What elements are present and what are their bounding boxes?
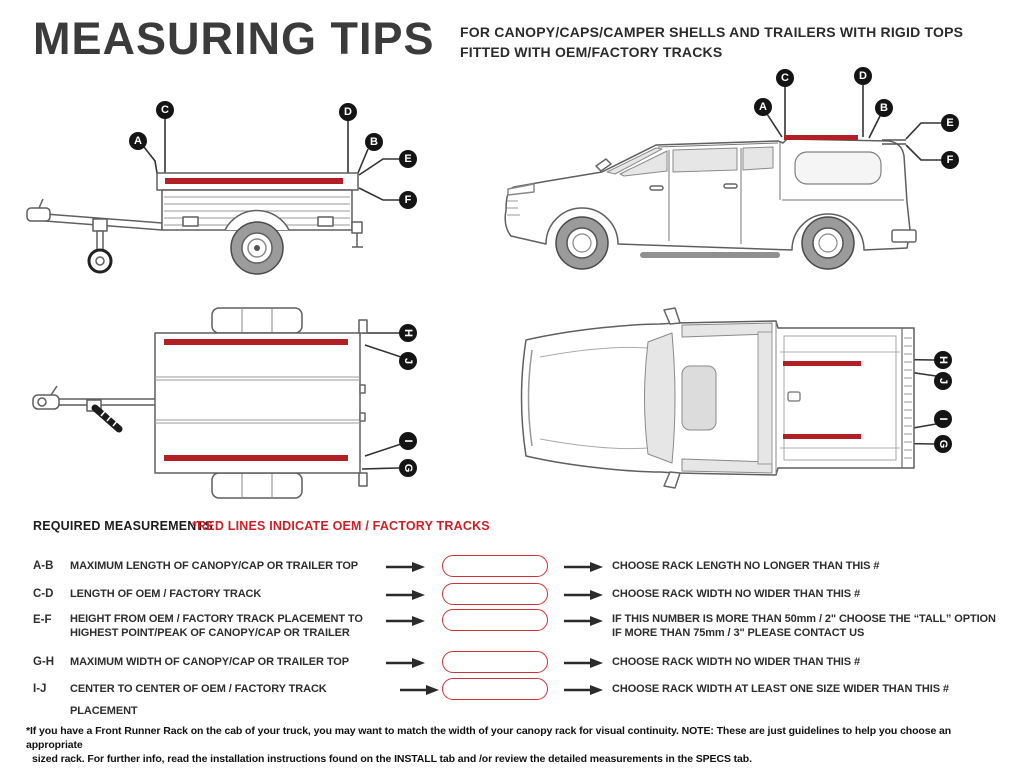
measurement-value-field[interactable] [442,583,548,605]
measurement-guideline-line1: IF THIS NUMBER IS MORE THAN 50mm / 2" CHOOSE THE “TALL” OPTION [612,613,996,625]
arrow-right-icon [386,588,426,606]
measurement-description: LENGTH OF OEM / FACTORY TRACK [70,588,262,600]
arrow-right-icon [386,560,426,578]
measurement-guideline [612,609,1017,640]
measurement-guideline: CHOOSE RACK WIDTH AT LEAST ONE SIZE WIDER THAN THIS # [612,683,949,695]
measurement-guideline: CHOOSE RACK LENGTH NO LONGER THAN THIS # [612,560,880,572]
arrow-right-icon [564,614,604,632]
callout-i-icon: I [934,410,952,428]
callout-b-icon: B [365,133,383,151]
callout-h-icon: H [934,351,952,369]
page-title: MEASURING TIPS [33,13,435,64]
callout-f-icon: F [941,151,959,169]
measurement-guideline: CHOOSE RACK WIDTH NO WIDER THAN THIS # [612,656,860,668]
callout-j-icon: J [934,372,952,390]
callout-a-icon: A [129,132,147,150]
red-lines-note: *RED LINES INDICATE OEM / FACTORY TRACKS [192,519,490,533]
measurement-value-field[interactable] [442,651,548,673]
measurement-description: CENTER TO CENTER OF OEM / FACTORY TRACK PLACEMENT [70,683,327,717]
measurement-code: I-J [33,683,47,695]
measurement-description-line2: HIGHEST POINT/PEAK OF CANOPY/CAP OR TRAILER [70,626,350,639]
oem-track-red-line [784,135,858,140]
callout-c-icon: C [156,101,174,119]
callout-f-icon: F [399,191,417,209]
measurement-code: C-D [33,588,54,600]
callout-d-icon: D [339,103,357,121]
oem-track-red-line [165,178,343,184]
measurement-guideline: CHOOSE RACK WIDTH NO WIDER THAN THIS # [612,588,860,600]
arrow-right-icon [386,614,426,632]
oem-track-red-line [783,434,861,439]
required-measurements-label: REQUIRED MEASUREMENTS [33,519,213,533]
callout-j-icon: J [399,352,417,370]
callout-d-icon: D [854,67,872,85]
callout-g-icon: G [934,435,952,453]
page-subtitle [460,22,963,62]
measurement-row-cd [0,583,1024,605]
measurement-value-field[interactable] [442,555,548,577]
measurement-value-field[interactable] [442,609,548,631]
truck-side-view-drawing [490,60,1020,300]
callout-c-icon: C [776,69,794,87]
callout-e-icon: E [399,150,417,168]
oem-track-red-line [164,339,348,345]
trailer-side-view-drawing [15,85,445,315]
measurement-value-field[interactable] [442,678,548,700]
footnote-line-1: *If you have a Front Runner Rack on the cab of your truck, you may want to match the width of your canopy rack for visual continuity. NOTE: These are just guidelines to help you choose an appropriate [26,725,952,751]
arrow-right-icon [564,588,604,606]
measurement-row-ij [0,678,1024,717]
callout-e-icon: E [941,114,959,132]
arrow-right-icon [564,683,604,701]
arrow-right-icon [564,656,604,674]
callout-h-icon: H [399,324,417,342]
oem-track-red-line [164,455,348,461]
arrow-right-icon [564,560,604,578]
subtitle-line-2: FITTED WITH OEM/FACTORY TRACKS [460,44,723,60]
measurement-description [70,609,392,640]
measurement-description: MAXIMUM LENGTH OF CANOPY/CAP OR TRAILER TOP [70,560,359,572]
measurement-code: A-B [33,560,54,572]
oem-track-red-line [783,361,861,366]
arrow-right-icon [400,683,440,701]
trailer-top-view-drawing [15,295,445,505]
callout-b-icon: B [875,99,893,117]
measurement-guideline-line2: IF MORE THAN 75mm / 3" PLEASE CONTACT US [612,626,865,639]
callout-g-icon: G [399,459,417,477]
arrow-right-icon [386,656,426,674]
measurement-code: G-H [33,656,55,668]
measurement-row-gh [0,651,1024,673]
footnote [26,724,1001,766]
measurement-code: E-F [33,614,52,626]
measurement-row-ab [0,555,1024,577]
truck-top-view-drawing [490,300,1020,510]
measurement-description: MAXIMUM WIDTH OF CANOPY/CAP OR TRAILER TOP [70,656,349,668]
callout-i-icon: I [399,432,417,450]
measurement-row-ef [0,609,1024,643]
footnote-line-2: sized rack. For further info, read the installation instructions found on the INSTALL tab and /or review the detailed measurements in the SPECS tab. [32,753,752,765]
callout-a-icon: A [754,98,772,116]
measurement-description-line1: HEIGHT FROM OEM / FACTORY TRACK PLACEMENT TO [70,613,363,625]
subtitle-line-1: FOR CANOPY/CAPS/CAMPER SHELLS AND TRAILERS WITH RIGID TOPS [460,24,964,40]
